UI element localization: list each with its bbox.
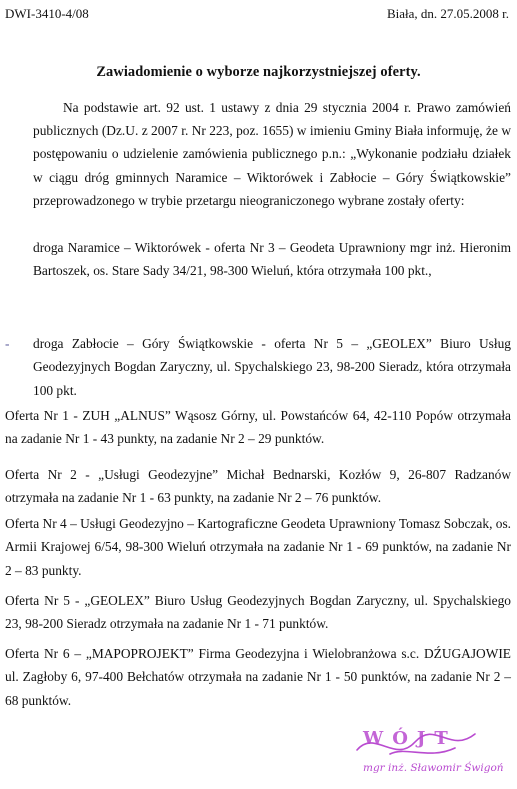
document-title: Zawiadomienie o wyborze najkorzystniejszej oferty. (96, 64, 421, 80)
place-and-date: Biała, dn. 27.05.2008 r. (386, 6, 509, 21)
offer-paragraph: Oferta Nr 2 - „Usługi Geodezyjne” Michał Bednarski, Kozłów 9, 26-807 Radzanów otrzymała na zadanie Nr 1 - 63 punkty, na zadanie Nr 2 – 76 punktów. (5, 467, 511, 506)
list-dash: - (5, 336, 10, 351)
selected-offer-item (5, 332, 511, 402)
stamp-title: WÓJT (363, 728, 457, 749)
offer-paragraph: Oferta Nr 1 - ZUH „ALNUS” Wąsosz Górny, ul. Powstańców 64, 42-110 Popów otrzymała na zadanie Nr 1 - 43 punkty, na zadanie Nr 2 – 29 punktów. (5, 408, 511, 447)
signatory-name: mgr inż. Sławomir Świgoń (363, 762, 504, 774)
intro-paragraph: Na podstawie art. 92 ust. 1 ustawy z dnia 29 stycznia 2004 r. Prawo zamówień publicznych (Dz.U. z 2007 r. Nr 223, poz. 1655) w imieniu Gminy Biała informuję, że w postępowaniu o udzielenie zamówienia publicznego p.n.: „Wykonanie podziału działek w ciągu dróg gminnych Naramice – Wiktorówek i Zabłocie – Góry Świątkowskie” przeprowadzonego w trybie przetargu nieograniczonego wybrane zostały oferty: (33, 100, 511, 208)
selected-offer-text: droga Naramice – Wiktorówek - oferta Nr 3 – Geodeta Uprawniony mgr inż. Hieronim Bartoszek, os. Stare Sady 34/21, 98-300 Wieluń, która otrzymała 100 pkt., (33, 240, 511, 279)
selected-offer-item (33, 236, 511, 283)
offer-paragraph: Oferta Nr 5 - „GEOLEX” Biuro Usług Geodezyjnych Bogdan Zaryczny, ul. Spychalskiego 23, 98-200 Sieradz otrzymała na zadanie Nr 1 - 71 punktów. (5, 593, 511, 632)
selected-offer-text: droga Zabłocie – Góry Świątkowskie - oferta Nr 5 – „GEOLEX” Biuro Usług Geodezyjnych Bogdan Zaryczny, ul. Spychalskiego 23, 98-200 Sieradz, która otrzymała 100 pkt. (33, 336, 511, 398)
offer-paragraph: Oferta Nr 6 – „MAPOPROJEKT” Firma Geodezyjna i Wielobranżowa s.c. DŹUGAJOWIE ul. Zagłoby 6, 97-400 Bełchatów otrzymała na zadanie Nr 1 - 50 punktów, na zadanie Nr 2 – 68 punktów. (5, 646, 511, 708)
signature-block (335, 724, 510, 784)
reference-number: DWI-3410-4/08 (5, 6, 89, 21)
offer-paragraph: Oferta Nr 4 – Usługi Geodezyjno – Kartograficzne Geodeta Uprawniony Tomasz Sobczak, os. Armii Krajowej 6/54, 98-300 Wieluń otrzymała na zadanie Nr 1 - 69 punktów, na zadanie Nr 2 – 83 punkty. (5, 516, 512, 578)
